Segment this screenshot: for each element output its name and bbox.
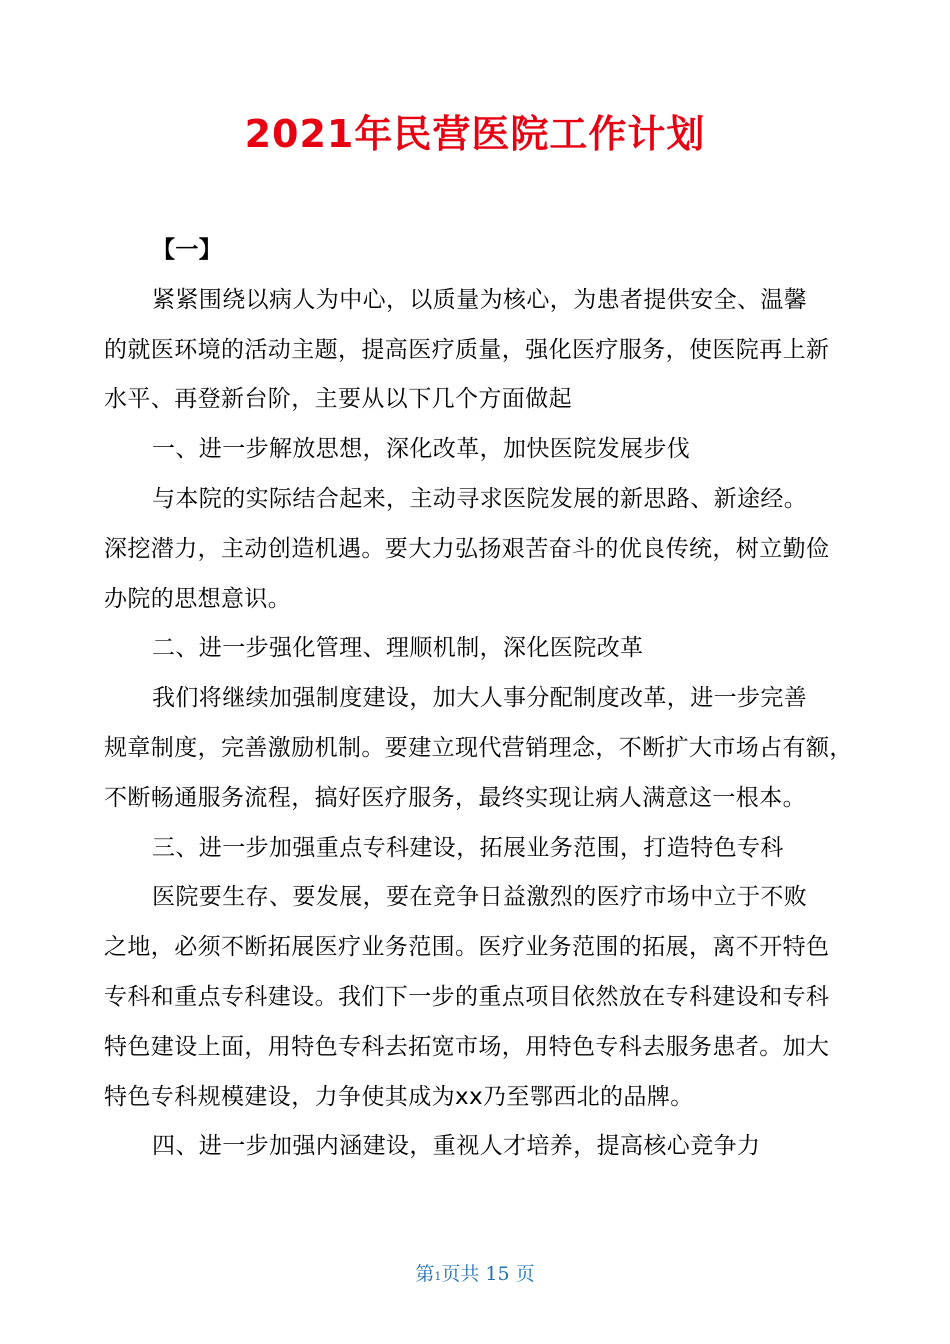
document-body [104,226,853,1172]
paragraph [104,276,844,425]
paragraph [104,674,853,823]
footer-prefix: 第 [415,1263,435,1285]
text-line: 一、进一步解放思想，深化改革，加快医院发展步伐 [152,436,691,463]
section-heading [104,1122,844,1172]
section-heading [104,624,844,674]
text-line: 水平、再登新台阶，主要从以下几个方面做起 [104,386,572,413]
document-title: 2021年民营医院工作计划 [244,112,706,156]
text-line: 三、进一步加强重点专科建设，拓展业务范围，打造特色专科 [152,834,784,861]
text-line: 特色专科规模建设，力争使其成为xx乃至鄂西北的品牌。 [104,1083,694,1110]
text-line: 紧紧围绕以病人为中心，以质量为核心，为患者提供安全、温馨 [152,286,808,313]
footer-page-number: 1 [434,1270,442,1283]
text-line: 我们将继续加强制度建设，加大人事分配制度改革，进一步完善 [152,685,808,712]
paragraph [104,873,844,1122]
text-line: 的就医环境的活动主题，提高医疗质量，强化医疗服务，使医院再上新 [104,336,830,363]
text-line: 二、进一步强化管理、理顺机制，深化医院改革 [152,635,644,662]
section-heading [104,425,844,475]
page-footer [0,1261,950,1290]
text-line: 四、进一步加强内涵建设，重视人才培养，提高核心竞争力 [152,1133,761,1160]
text-line: 办院的思想意识。 [104,585,292,612]
text-line: 不断畅通服务流程，搞好医疗服务，最终实现让病人满意这一根本。 [104,784,806,811]
text-line: 之地，必须不断拓展医疗业务范围。医疗业务范围的拓展，离不开特色 [104,934,830,961]
text-line: 专科和重点专科建设。我们下一步的重点项目依然放在专科建设和专科 [104,983,830,1010]
text-line: 特色建设上面，用特色专科去拓宽市场，用特色专科去服务患者。加大 [104,1033,830,1060]
footer-suffix: 页共 15 页 [441,1263,535,1285]
text-line: 规章制度，完善激励机制。要建立现代营销理念，不断扩大市场占有额， [104,734,853,761]
section-mark: 【一】 [152,237,223,263]
text-line: 深挖潜力，主动创造机遇。要大力弘扬艰苦奋斗的优良传统，树立勤俭 [104,535,830,562]
text-line: 医院要生存、要发展，要在竞争日益激烈的医疗市场中立于不败 [152,884,808,911]
text-line: 与本院的实际结合起来，主动寻求医院发展的新思路、新途经。 [152,485,808,512]
paragraph [104,475,844,624]
section-heading [104,824,844,874]
